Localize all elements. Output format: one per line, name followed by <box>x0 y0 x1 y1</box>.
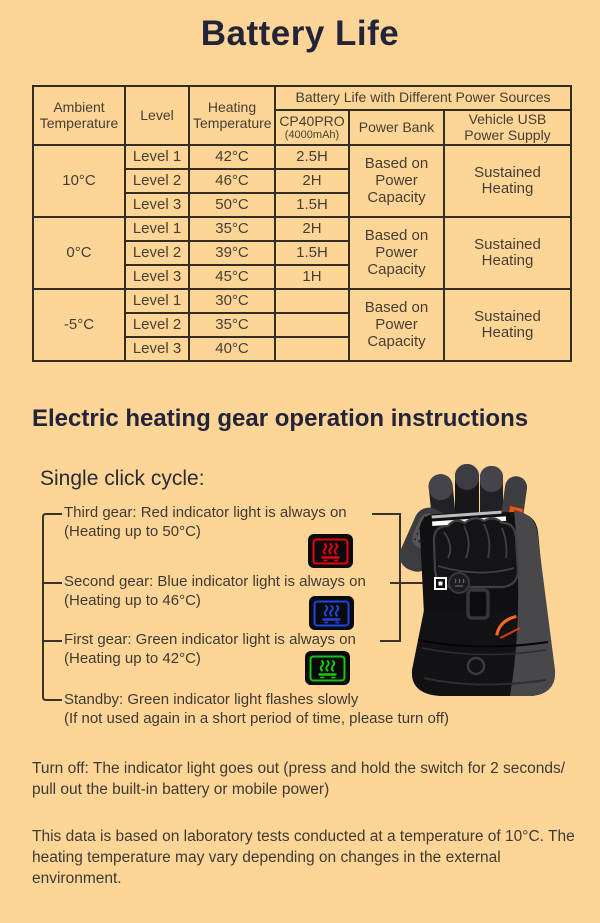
hot-surface-icon-blue <box>309 596 354 630</box>
hot-surface-icon-red <box>308 534 353 568</box>
cell-level: Level 2 <box>125 169 189 193</box>
item-detail: (If not used again in a short period of time, please turn off) <box>64 710 449 727</box>
cell-temp: 39°C <box>189 241 275 265</box>
cell-level: Level 2 <box>125 241 189 265</box>
cell-level: Level 1 <box>125 289 189 313</box>
glove-strap <box>468 590 488 618</box>
cell-temp: 46°C <box>189 169 275 193</box>
cell-life: 1.5H <box>275 241 349 265</box>
cell-level: Level 2 <box>125 313 189 337</box>
cell-life: 2H <box>275 217 349 241</box>
item-detail: (Heating up to 50°C) <box>64 523 201 540</box>
page-title: Battery Life <box>200 14 400 53</box>
header-battery-group: Battery Life with Different Power Sources <box>275 86 571 110</box>
cell-ambient: 0°C <box>33 217 125 289</box>
item-label: Second gear: Blue indicator light is always on <box>64 573 366 590</box>
turn-off-note: Turn off: The indicator light goes out (press and hold the switch for 2 seconds/ pull out the built-in battery or mobile power) <box>32 760 566 798</box>
table-row <box>33 289 571 313</box>
cell-temp: 50°C <box>189 193 275 217</box>
cell-life <box>275 337 349 361</box>
header-ambient: Ambient Temperature <box>33 86 125 145</box>
cell-level: Level 3 <box>125 193 189 217</box>
cell-power-bank: Based on Power Capacity <box>349 289 444 361</box>
cell-ambient: 10°C <box>33 145 125 217</box>
header-level: Level <box>125 86 189 145</box>
subsection-heading: Single click cycle: <box>40 467 205 490</box>
cell-life <box>275 313 349 337</box>
header-cp40pro <box>275 110 349 145</box>
table-row <box>33 145 571 169</box>
lab-test-disclaimer: This data is based on laboratory tests conducted at a temperature of 10°C. The heating temperature may vary depending on changes in the external environment. <box>32 828 575 887</box>
hot-surface-icon-green <box>305 651 350 685</box>
cell-level: Level 3 <box>125 337 189 361</box>
cell-temp: 35°C <box>189 313 275 337</box>
cell-temp: 40°C <box>189 337 275 361</box>
cell-level: Level 1 <box>125 145 189 169</box>
header-vehicle-usb: Vehicle USB Power Supply <box>444 110 571 145</box>
glove-knuckle-guard <box>434 518 518 587</box>
section-heading: Electric heating gear operation instructions <box>32 405 529 432</box>
cell-temp: 45°C <box>189 265 275 289</box>
cell-life: 2H <box>275 169 349 193</box>
table-row <box>33 217 571 241</box>
instruction-item-first-gear <box>64 630 404 668</box>
item-label: First gear: Green indicator light is always on <box>64 631 356 648</box>
item-detail: (Heating up to 46°C) <box>64 592 201 609</box>
heated-glove-illustration <box>398 462 594 702</box>
cell-temp: 30°C <box>189 289 275 313</box>
cell-vehicle: Sustained Heating <box>444 289 571 361</box>
cell-level: Level 1 <box>125 217 189 241</box>
cell-power-bank: Based on Power Capacity <box>349 145 444 217</box>
header-power-bank: Power Bank <box>349 110 444 145</box>
item-label: Standby: Green indicator light flashes slowly <box>64 691 359 708</box>
cp40pro-name: CP40PRO <box>279 113 345 130</box>
cp40pro-capacity: (4000mAh) <box>284 128 340 141</box>
instruction-item-third-gear <box>64 503 404 541</box>
cell-vehicle: Sustained Heating <box>444 145 571 217</box>
cell-level: Level 3 <box>125 265 189 289</box>
cell-temp: 35°C <box>189 217 275 241</box>
item-label: Third gear: Red indicator light is always on <box>64 504 347 521</box>
battery-life-table <box>32 85 572 362</box>
cell-life <box>275 289 349 313</box>
cell-power-bank: Based on Power Capacity <box>349 217 444 289</box>
cell-vehicle: Sustained Heating <box>444 217 571 289</box>
cell-temp: 42°C <box>189 145 275 169</box>
header-heating: Heating Temperature <box>189 86 275 145</box>
item-detail: (Heating up to 42°C) <box>64 650 201 667</box>
cell-life: 2.5H <box>275 145 349 169</box>
cell-ambient: -5°C <box>33 289 125 361</box>
cell-life: 1H <box>275 265 349 289</box>
cell-life: 1.5H <box>275 193 349 217</box>
